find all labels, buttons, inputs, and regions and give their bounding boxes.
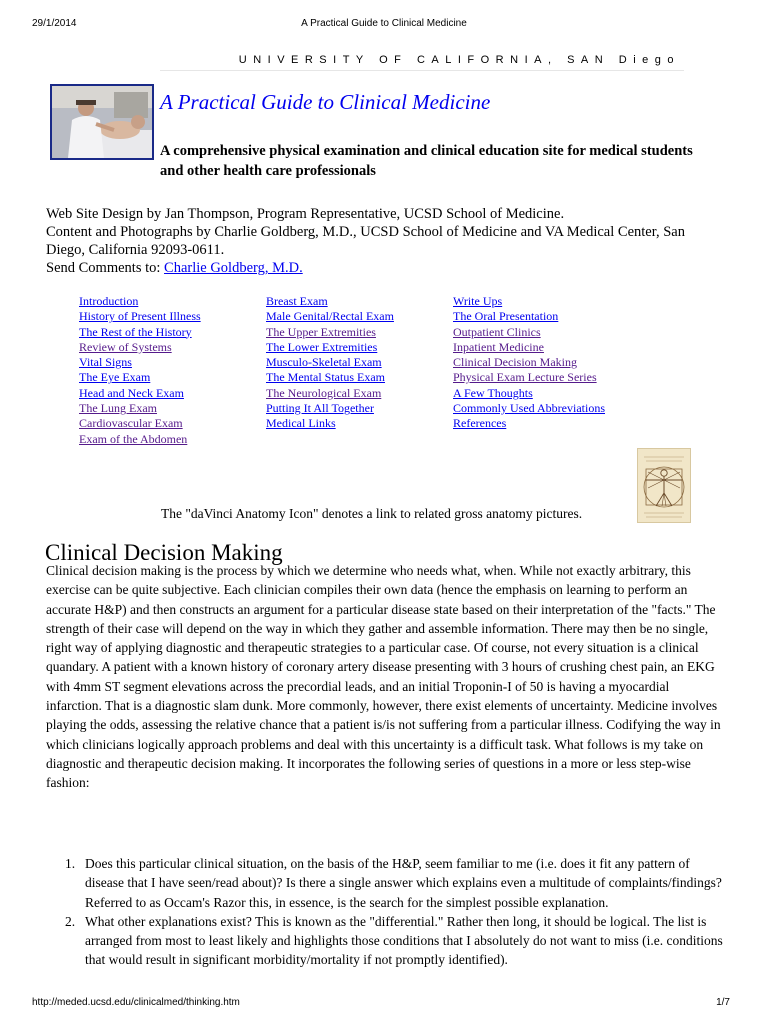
nav-link-head-and-neck-exam[interactable]: Head and Neck Exam <box>79 385 184 400</box>
comments-link[interactable]: Charlie Goldberg, M.D. <box>164 260 303 276</box>
nav-item <box>79 294 201 309</box>
nav-column-3 <box>453 294 605 432</box>
nav-item <box>453 340 605 355</box>
design-credit: Web Site Design by Jan Thompson, Program Representative, UCSD School of Medicine. <box>46 206 565 222</box>
nav-item <box>453 294 605 309</box>
nav-item <box>453 370 605 385</box>
nav-item <box>453 401 605 416</box>
nav-item <box>266 355 394 370</box>
page-number: 1/7 <box>716 997 730 1008</box>
list-text: What other explanations exist? This is known as the "differential." Rather then long, it should be logical. The list is arranged from most to least likely and highlights those conditions that I absolutely do not want to miss (i.e. conditions that would result in significant morbidity/mortality if not promptly identified). <box>85 913 723 968</box>
nav-link-review-of-systems[interactable]: Review of Systems <box>79 339 172 354</box>
question-list <box>46 854 726 970</box>
page-url: http://meded.ucsd.edu/clinicalmed/thinking.htm <box>32 997 240 1008</box>
nav-link-the-oral-presentation[interactable]: The Oral Presentation <box>453 309 559 324</box>
section-title: Clinical Decision Making <box>45 540 283 565</box>
nav-item <box>79 325 201 340</box>
nav-link-the-upper-extremities[interactable]: The Upper Extremities <box>266 324 376 339</box>
doctor-patient-photo <box>50 84 154 160</box>
nav-link-inpatient-medicine[interactable]: Inpatient Medicine <box>453 339 544 354</box>
list-item <box>46 854 726 912</box>
nav-link-the-mental-status-exam[interactable]: The Mental Status Exam <box>266 370 385 385</box>
nav-column-2 <box>266 294 394 432</box>
nav-item <box>266 370 394 385</box>
content-credit: Content and Photographs by Charlie Goldberg, M.D., UCSD School of Medicine and VA Medical Center, San Diego, California 92093-0611. <box>46 224 685 258</box>
nav-item <box>266 401 394 416</box>
nav-item <box>79 401 201 416</box>
nav-item <box>79 355 201 370</box>
list-number: 1. <box>65 856 76 871</box>
nav-link-the-neurological-exam[interactable]: The Neurological Exam <box>266 385 382 400</box>
nav-link-clinical-decision-making[interactable]: Clinical Decision Making <box>453 355 577 370</box>
nav-link-references[interactable]: References <box>453 416 507 431</box>
nav-item <box>266 325 394 340</box>
credits <box>46 205 726 277</box>
nav-item <box>266 386 394 401</box>
print-date: 29/1/2014 <box>32 18 77 29</box>
nav-link-male-genital-rectal-exam[interactable]: Male Genital/Rectal Exam <box>266 309 394 324</box>
nav-link-the-rest-of-the-history[interactable]: The Rest of the History <box>79 324 192 339</box>
nav-link-write-ups[interactable]: Write Ups <box>453 294 503 308</box>
list-item <box>46 912 726 970</box>
nav-link-the-eye-exam[interactable]: The Eye Exam <box>79 370 151 385</box>
nav-item <box>453 416 605 431</box>
list-text: Does this particular clinical situation, on the basis of the H&P, seem familiar to me (i.e. does it fit any pattern of disease that I have seen/read about)? Is there a single answer which explains even a multitude of complaints/findings? Referred to as Occam's Razor this, in essence, is the search for the simplest possible explanation. <box>85 856 722 910</box>
intro-paragraph: Clinical decision making is the process by which we determine who needs what, when. While not exactly arbitrary, this exercise can be quite subjective. Each clinician compiles their own data (hence the emphasis on learning to perform an accurate H&P) and then constructs an argument for a particular disease state based on their interpretation of the "facts." The strength of their case will depend on the way in which they gather and assemble information. There may then be no single, right way of applying diagnostic and therapeutic strategies to a particular case. Of course, not every situation is a clinical quandary. A patient with a known history of coronary artery disease presenting with 3 hours of crushing chest pain, an EKG with 4mm ST segment elevations across the precordial leads, and an initial Troponin-I of 50 is having a myocardial infarction. That is a diagnostic slam dunk. More commonly, however, there exist elements of uncertainty. Medicine involves playing the odds, assessing the relative chance that a patient is/is not suffering from a particular illness. Codifying the way in which clinicians logically approach problems and deal with this uncertainty is a difficult task. What follows is my take on diagnostic and therapeutic decision making. It incorporates the following series of questions in a more or less step-wise fashion: <box>46 563 721 791</box>
nav-link-outpatient-clinics[interactable]: Outpatient Clinics <box>453 324 541 339</box>
print-page-title: A Practical Guide to Clinical Medicine <box>301 18 467 29</box>
nav-column-1 <box>79 294 201 447</box>
nav-item <box>79 340 201 355</box>
photo-illustration <box>52 86 152 158</box>
site-title: A Practical Guide to Clinical Medicine <box>160 90 491 114</box>
nav-item <box>79 386 201 401</box>
university-banner: UNIVERSITY OF CALIFORNIA, SAN Diego <box>238 54 680 66</box>
nav-item <box>79 432 201 447</box>
site-subtitle: A comprehensive physical examination and clinical education site for medical students and other health care professionals <box>160 143 693 179</box>
nav-item <box>79 416 201 431</box>
nav-link-vital-signs[interactable]: Vital Signs <box>79 355 132 370</box>
nav-link-putting-it-all-together[interactable]: Putting It All Together <box>266 401 374 416</box>
nav-item <box>79 309 201 324</box>
nav-link-musculo-skeletal-exam[interactable]: Musculo-Skeletal Exam <box>266 355 382 370</box>
davinci-anatomy-icon <box>637 448 691 523</box>
nav-link-commonly-used-abbreviations[interactable]: Commonly Used Abbreviations <box>453 401 605 416</box>
comments-prefix: Send Comments to: <box>46 260 165 276</box>
davinci-legend: The "daVinci Anatomy Icon" denotes a link to related gross anatomy pictures. <box>161 506 583 521</box>
nav-item <box>266 309 394 324</box>
nav-link-breast-exam[interactable]: Breast Exam <box>266 294 328 308</box>
nav-link-introduction[interactable]: Introduction <box>79 294 139 308</box>
nav-item <box>266 294 394 309</box>
nav-link-history-of-present-illness[interactable]: History of Present Illness <box>79 309 201 324</box>
nav-item <box>453 355 605 370</box>
list-number: 2. <box>65 913 76 929</box>
vitruvian-man-icon <box>638 449 690 522</box>
banner-divider <box>160 70 684 71</box>
nav-link-the-lung-exam[interactable]: The Lung Exam <box>79 401 157 416</box>
nav-link-cardiovascular-exam[interactable]: Cardiovascular Exam <box>79 416 183 431</box>
nav-item <box>79 370 201 385</box>
nav-link-a-few-thoughts[interactable]: A Few Thoughts <box>453 385 533 400</box>
nav-item <box>453 325 605 340</box>
nav-item <box>453 309 605 324</box>
nav-item <box>453 386 605 401</box>
nav-link-exam-of-the-abdomen[interactable]: Exam of the Abdomen <box>79 431 188 446</box>
nav-item <box>266 340 394 355</box>
nav-link-the-lower-extremities[interactable]: The Lower Extremities <box>266 339 378 354</box>
nav-item <box>266 416 394 431</box>
nav-link-medical-links[interactable]: Medical Links <box>266 416 336 431</box>
nav-link-physical-exam-lecture-series[interactable]: Physical Exam Lecture Series <box>453 370 597 385</box>
